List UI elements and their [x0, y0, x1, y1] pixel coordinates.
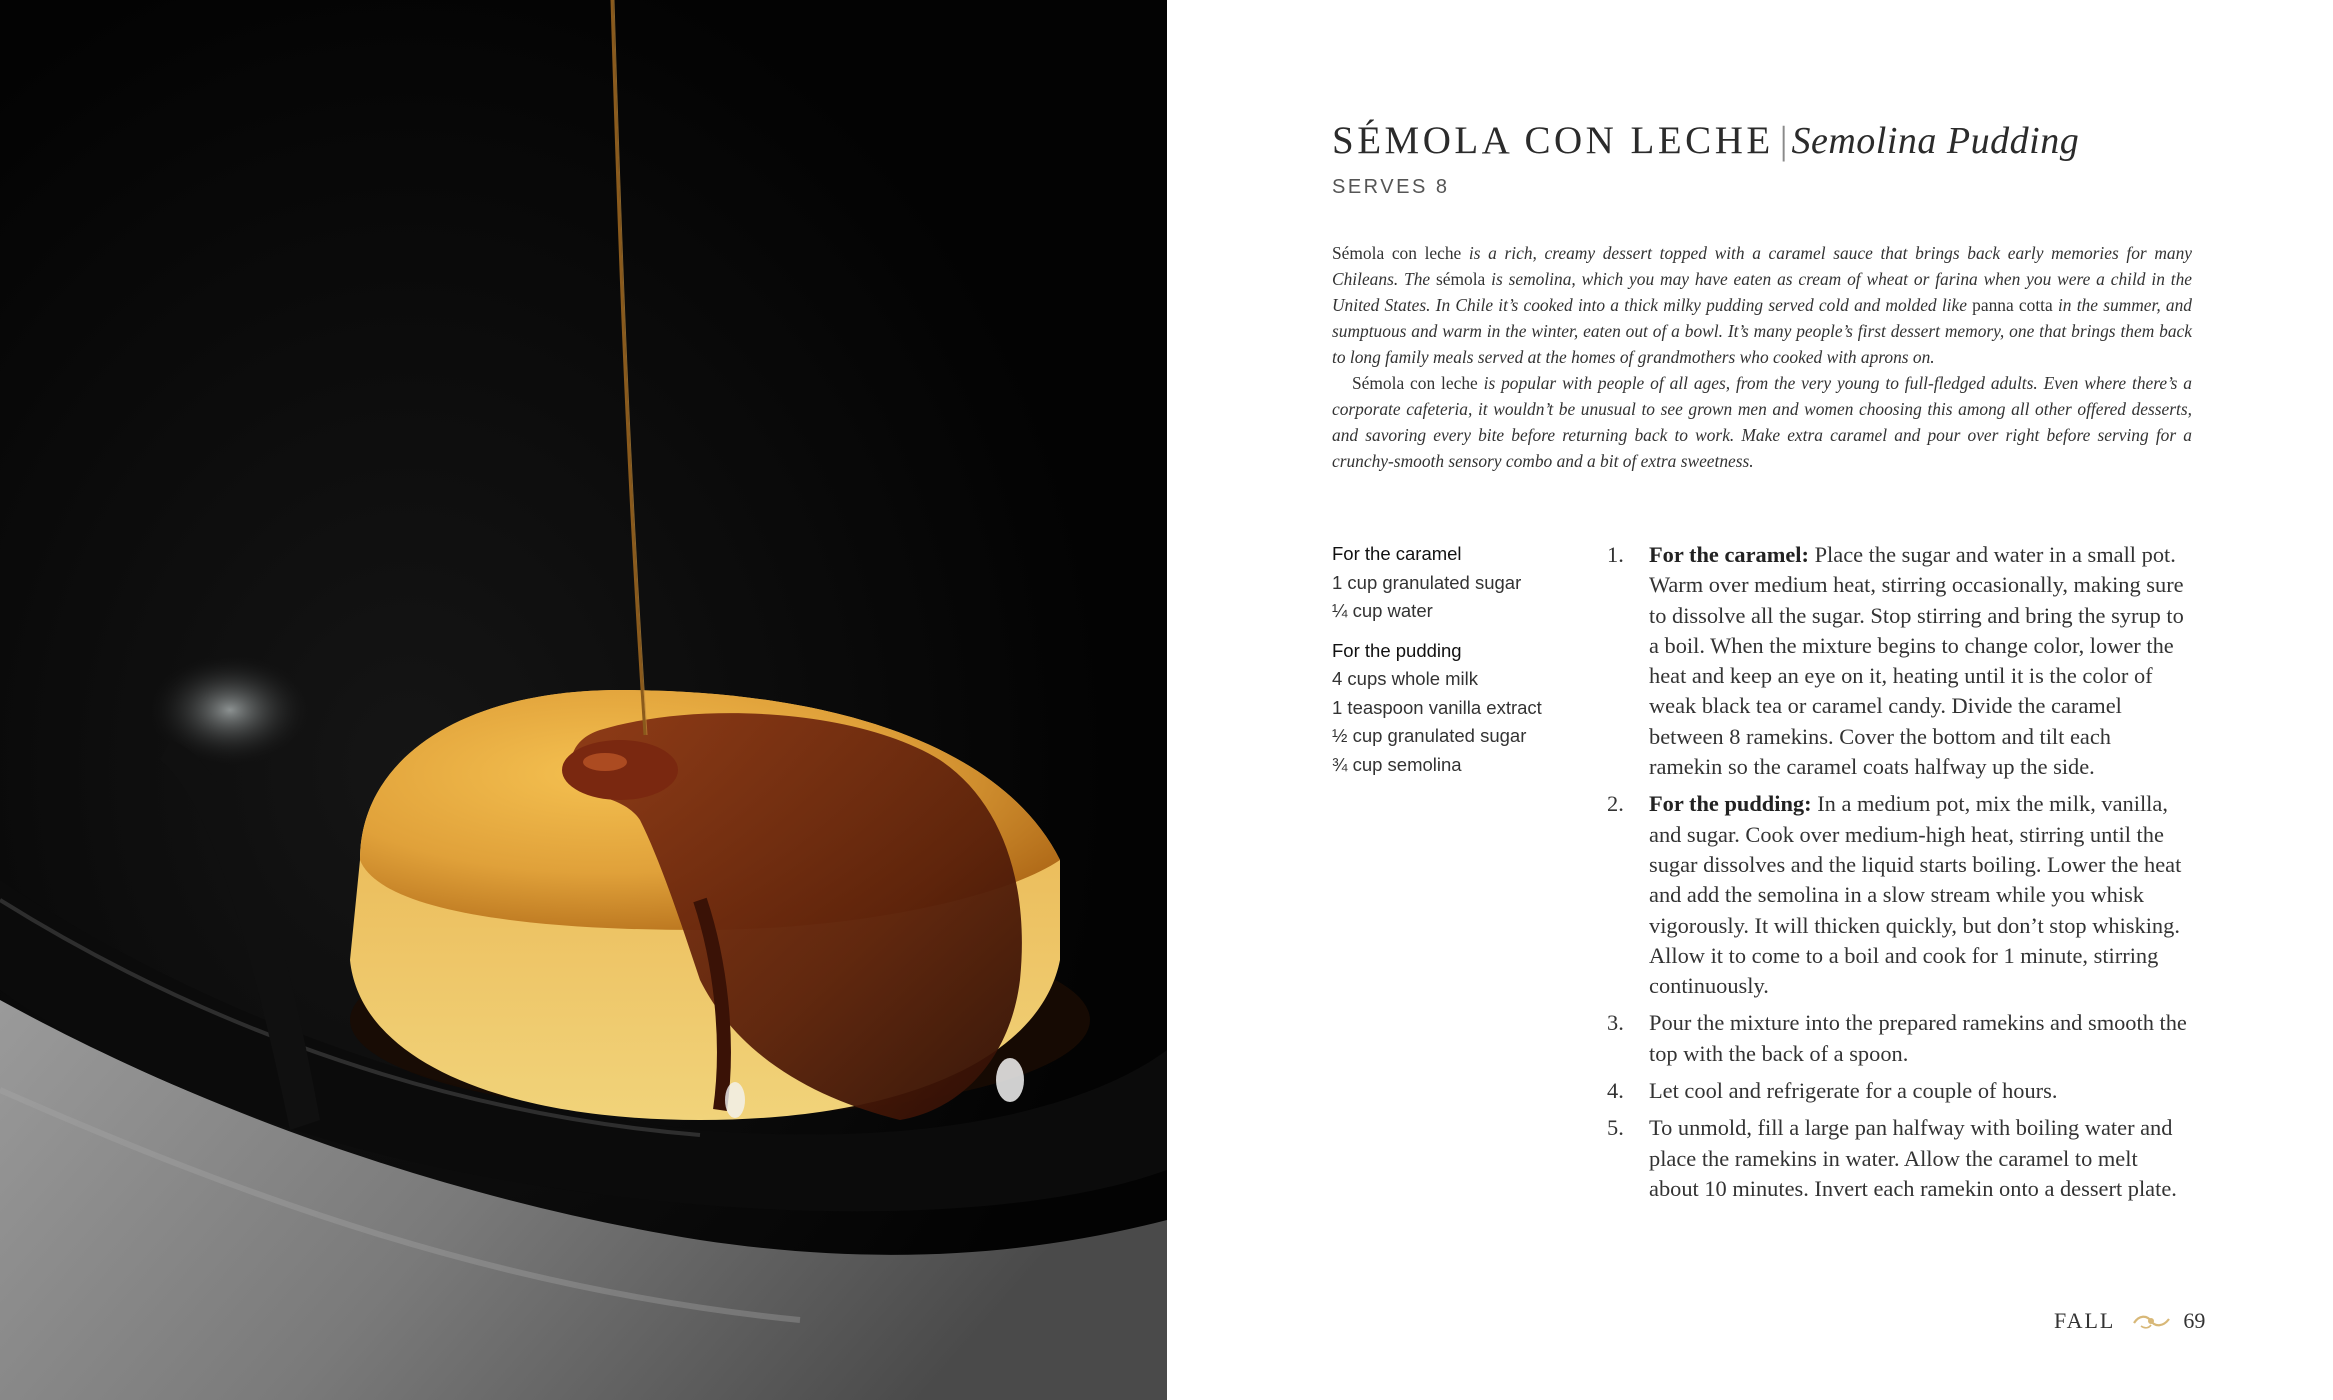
step-number: 3. [1607, 1010, 1624, 1036]
recipe-title-main: SÉMOLA CON LECHE [1332, 119, 1774, 162]
section-name: FALL [2054, 1308, 2116, 1333]
instruction-step [1607, 1076, 2187, 1106]
recipe-title [1332, 118, 2232, 163]
intro-italic-run: in the summer, and sumptuous and warm in the winter, eaten out of a bowl. It’s many people’s first dessert memory, one that brings them back to long family meals served at the homes of grandmothers who cooked with aprons on. [1332, 295, 2192, 367]
step-text: Let cool and refrigerate for a couple of hours. [1649, 1078, 2058, 1104]
ingredient-group-heading: For the caramel [1332, 543, 1462, 564]
step-text: Pour the mixture into the prepared ramekins and smooth the top with the back of a spoon. [1649, 1010, 2187, 1066]
ingredient-item: ¼ cup water [1332, 600, 1433, 621]
intro-roman-run: sémola [1436, 269, 1486, 289]
step-number: 1. [1607, 542, 1624, 567]
ingredient-group-caramel [1332, 540, 1582, 626]
intro-roman-run: panna cotta [1972, 295, 2053, 315]
instruction-step [1607, 1008, 2187, 1069]
ingredient-group-heading: For the pudding [1332, 639, 1462, 661]
step-lead: For the pudding: [1649, 791, 1812, 817]
instruction-step [1607, 1113, 2187, 1204]
step-number: 4. [1607, 1078, 1624, 1104]
ingredient-item: ¾ cup semolina [1332, 753, 1462, 775]
ingredient-item: ½ cup granulated sugar [1332, 725, 1527, 746]
step-text: Place the sugar and water in a small pot. Warm over medium heat, stirring occasionally, making sure to dissolve all the sugar. Stop stirring and bring the syrup to a boil. When the mixture begins to change color, lower the heat and keep an eye on it, heating until it is the color of weak black tea or caramel candy. Divide the caramel between 8 ramekins. Cover the bottom and tilt each ramekin so the caramel coats halfway up the side. [1649, 542, 2184, 780]
instruction-step [1607, 789, 2187, 1001]
recipe-intro [1332, 240, 2192, 474]
ingredient-group-pudding [1332, 637, 1582, 780]
ingredient-item: 1 teaspoon vanilla extract [1332, 696, 1542, 718]
ingredients-list [1332, 540, 1582, 779]
step-number: 2. [1607, 791, 1624, 817]
intro-italic-run: is semolina, which you may have eaten as cream of wheat or farina when you were a child in the United States. In Chile it’s cooked into a thick milky pudding served cold and molded like [1332, 269, 2192, 315]
recipe-title-subtitle: Semolina Pudding [1791, 120, 2080, 162]
recipe-page [1167, 0, 2333, 1400]
serves-label: SERVES 8 [1332, 176, 1450, 198]
ornament-icon [2131, 1311, 2173, 1331]
intro-italic-run: is a rich, creamy dessert topped with a caramel sauce that brings back early memories for many Chileans. The [1332, 243, 2192, 289]
instruction-step [1607, 540, 2187, 782]
ingredient-item: 1 cup granulated sugar [1332, 571, 1522, 593]
intro-paragraph-2 [1332, 370, 2192, 474]
title-separator: | [1779, 119, 1788, 162]
intro-paragraph-1 [1332, 240, 2192, 370]
instruction-steps [1607, 540, 2187, 1211]
step-text: To unmold, fill a large pan halfway with boiling water and place the ramekins in water. Allow the caramel to melt about 10 minutes. Invert each ramekin onto a dessert plate. [1649, 1115, 2177, 1201]
step-text: In a medium pot, mix the milk, vanilla, and sugar. Cook over medium-high heat, stirring until the sugar dissolves and the liquid starts boiling. Lower the heat and add the semolina in a slow stream while you whisk vigorously. It will thicken quickly, but don’t stop whisking. Allow it to come to a boil and cook for 1 minute, stirring continuously. [1649, 791, 2182, 999]
intro-roman-run: Sémola con leche [1332, 243, 1462, 263]
ingredient-item: 4 cups whole milk [1332, 668, 1479, 689]
step-lead: For the caramel: [1649, 542, 1809, 567]
intro-roman-run: Sémola con leche [1352, 373, 1478, 393]
intro-italic-run: is popular with people of all ages, from the very young to full-fledged adults. Even where there’s a corporate cafeteria, it wouldn’t be unusual to see grown men and women choosing this among all other offered desserts, and savoring every bite before returning back to work. Make extra caramel and pour over right before serving for a crunchy-smooth sensory combo and a bit of extra sweetness. [1332, 373, 2192, 471]
page-footer [2054, 1308, 2205, 1334]
step-number: 5. [1607, 1115, 1624, 1141]
page-number: 69 [2183, 1308, 2206, 1333]
